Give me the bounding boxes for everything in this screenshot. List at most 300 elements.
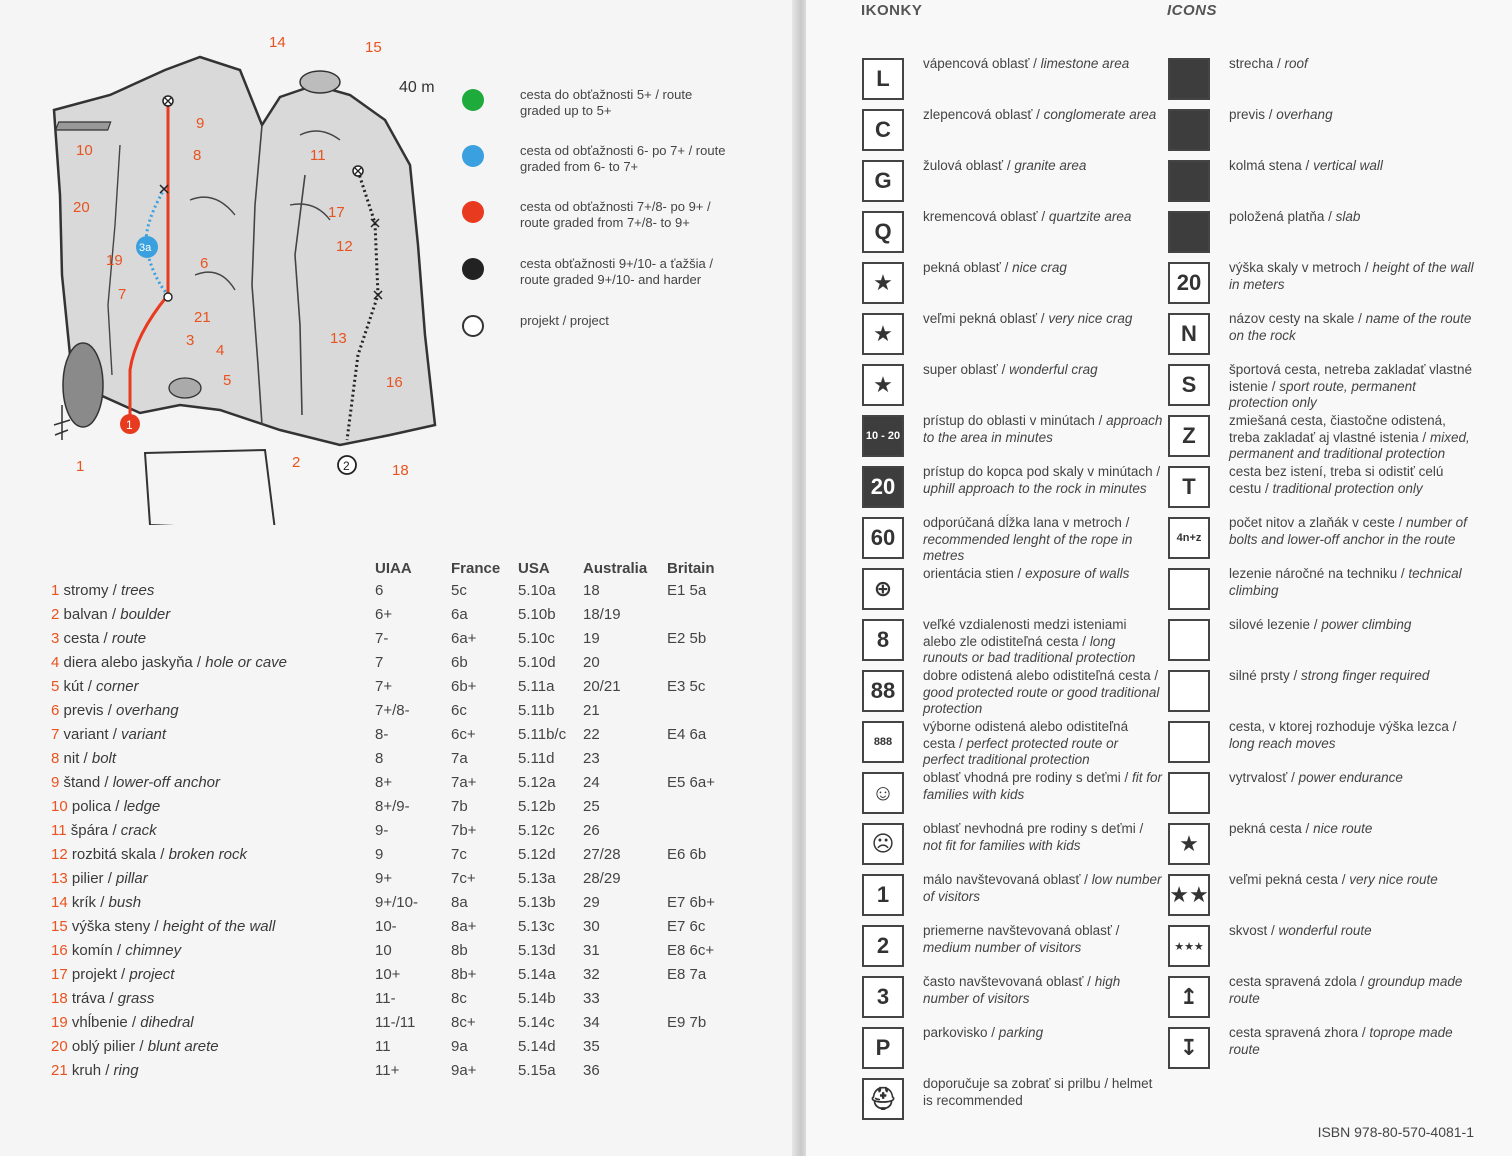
icon-description (923, 158, 1163, 175)
grade-france: 8a (451, 894, 468, 911)
grade-uiaa: 7 (375, 654, 384, 671)
key-term-en: project (129, 966, 175, 983)
description-en: power endurance (1298, 770, 1403, 785)
walking-person-icon (862, 415, 904, 457)
grade-australia: 31 (583, 942, 600, 959)
table-row (0, 678, 800, 702)
grade-usa: 5.13b (518, 894, 556, 911)
key-number: 10 (51, 798, 68, 815)
legend-item-blue (462, 143, 735, 175)
grade-france: 6c (451, 702, 467, 719)
groundup-icon (1168, 976, 1210, 1018)
grade-uiaa: 10- (375, 918, 397, 935)
description-en: overhang (1276, 107, 1333, 122)
table-row (0, 630, 800, 654)
icon-glyph: N (1181, 321, 1197, 346)
key-term: rozbitá skala / (71, 846, 165, 863)
description-en: mixed, permanent and traditional protection (1229, 429, 1470, 461)
key-term-en: chimney (125, 942, 182, 959)
description-sk: výborne odistená alebo odistiteľná cesta / (923, 719, 1129, 751)
icon-description (923, 617, 1163, 667)
legend-text: cesta od obťažnosti 7+/8- po 9+ / route graded from 7+/8- to 9+ (520, 199, 711, 230)
topo-label-18: 18 (392, 462, 409, 479)
icons-header-sk: IKONKY (861, 2, 923, 19)
grade-uiaa: 9 (375, 846, 384, 863)
mountain-height-icon (1168, 262, 1210, 304)
table-row (0, 726, 800, 750)
key-number: 6 (51, 702, 60, 719)
key-number: 14 (51, 894, 68, 911)
key-term: variant / (63, 726, 117, 743)
description-sk: cesta, v ktorej rozhoduje výška lezca / (1229, 719, 1457, 734)
col-france: France (451, 560, 501, 577)
key-term: krík / (71, 894, 105, 911)
key-number: 21 (51, 1062, 68, 1079)
description-en: not fit for families with kids (923, 837, 1081, 853)
key-term-en: boulder (120, 606, 171, 623)
key-number: 8 (51, 750, 60, 767)
icon-description (1229, 464, 1474, 497)
ledge-shape (56, 122, 111, 130)
description-sk: cesta spravená zhora / (1229, 1025, 1366, 1040)
description-sk: vytrvalosť / (1229, 770, 1295, 785)
description-sk: priemerne navštevovaná oblasť / (923, 923, 1120, 938)
description-sk: výška skaly v metroch / (1229, 260, 1369, 275)
icon-glyph: P (875, 1035, 891, 1060)
grade-usa: 5.14d (518, 1038, 556, 1055)
icon-glyph: ☺ (871, 780, 895, 805)
grade-france: 7b (451, 798, 468, 815)
description-en: power climbing (1321, 617, 1412, 632)
topo-label-16: 16 (386, 374, 403, 391)
description-en: quartzite area (1048, 209, 1132, 224)
grade-uiaa: 8+ (375, 774, 393, 791)
table-row (0, 942, 800, 966)
star-3-icon (862, 364, 904, 406)
description-en: technical climbing (1229, 566, 1462, 598)
description-en: recommended lenght of the rope in metres (923, 531, 1133, 563)
icon-glyph: ⛑ (869, 1086, 897, 1111)
grade-australia: 32 (583, 966, 600, 983)
happy-face-icon (862, 772, 904, 814)
legend-item-green (462, 87, 735, 119)
table-row (0, 750, 800, 774)
description-en: good protected route or good traditional protection (923, 684, 1160, 716)
description-en: high number of visitors (923, 974, 1121, 1006)
icon-description (1229, 362, 1474, 412)
table-row (0, 870, 800, 894)
key-entry (51, 606, 170, 623)
grade-usa: 5.13c (518, 918, 555, 935)
description-sk: parkovisko / (923, 1025, 996, 1040)
description-sk: zlepencová oblasť / (923, 107, 1040, 122)
grade-australia: 26 (583, 822, 600, 839)
grade-australia: 30 (583, 918, 600, 935)
grade-australia: 19 (583, 630, 600, 647)
grade-uiaa: 10+ (375, 966, 401, 983)
grade-france: 6c+ (451, 726, 476, 743)
key-term-en: route (111, 630, 147, 647)
description-sk: zmiešaná cesta, čiastočne odistená, treba zakladať aj vlastné istenia / (1229, 413, 1446, 445)
grade-usa: 5.12a (518, 774, 556, 791)
three-stars-icon (1168, 925, 1210, 967)
description-sk: športová cesta, netreba zakladať vlastné istenie / (1229, 362, 1472, 394)
description-en: low number of visitors (923, 872, 1162, 904)
key-term-en: dihedral (140, 1014, 194, 1031)
icon-description (1229, 923, 1474, 940)
icon-glyph: ★ (1179, 831, 1199, 856)
table-row (0, 702, 800, 726)
description-en: wonderful route (1278, 923, 1372, 938)
description-sk: previs / (1229, 107, 1273, 122)
icon-description (923, 821, 1163, 854)
icon-glyph: ↥ (1179, 984, 1199, 1009)
grade-australia: 34 (583, 1014, 600, 1031)
topo-label-6: 6 (200, 255, 209, 272)
grade-usa: 5.12b (518, 798, 556, 815)
grade-france: 8b+ (451, 966, 477, 983)
rope-icon (862, 517, 904, 559)
grade-france: 7b+ (451, 822, 477, 839)
topo-label-1: 1 (76, 458, 85, 475)
isbn: ISBN 978-80-570-4081-1 (1317, 1124, 1474, 1140)
topo-label-12: 12 (336, 238, 353, 255)
grade-australia: 27/28 (583, 846, 621, 863)
grade-usa: 5.11b (518, 702, 555, 719)
two-quickdraws-icon (862, 670, 904, 712)
key-number: 17 (51, 966, 68, 983)
key-entry (51, 774, 220, 791)
grade-france: 8b (451, 942, 468, 959)
key-term-en: ring (113, 1062, 139, 1079)
icon-glyph: 2 (876, 933, 890, 958)
description-sk: odporúčaná dĺžka lana v metroch / (923, 515, 1130, 530)
grade-france: 8a+ (451, 918, 477, 935)
icon-glyph: 20 (1176, 270, 1202, 295)
topo-label-20: 20 (73, 199, 90, 216)
key-term-en: corner (96, 678, 139, 695)
grade-uiaa: 10 (375, 942, 392, 959)
icon-description (923, 668, 1163, 718)
grade-uiaa: 11 (375, 1038, 391, 1055)
icon-description (923, 362, 1163, 379)
icon-description (923, 311, 1163, 328)
description-en: limestone area (1040, 56, 1130, 71)
icon-glyph: 10 - 20 (865, 430, 901, 442)
key-term: komín / (71, 942, 122, 959)
description-sk: kremencová oblasť / (923, 209, 1046, 224)
key-term: stromy / (63, 582, 117, 599)
icon-description (923, 1076, 1163, 1109)
description-sk: žulová oblasť / (923, 158, 1011, 173)
icon-glyph: L (876, 66, 890, 91)
bolt-count-icon (1168, 517, 1210, 559)
description-en: sport route, permanent protection only (1229, 378, 1416, 410)
finger-icon (1168, 670, 1210, 712)
key-term-en: trees (121, 582, 155, 599)
description-sk: super oblasť / (923, 362, 1006, 377)
topo-label-10: 10 (76, 142, 93, 159)
rock-face (54, 57, 435, 445)
col-australia: Australia (583, 560, 648, 577)
key-term-en: pillar (116, 870, 148, 887)
description-sk: lezenie náročné na techniku / (1229, 566, 1405, 581)
vertical-wall-icon (1168, 160, 1210, 202)
key-entry (51, 990, 154, 1007)
icon-description (1229, 56, 1474, 73)
route-1-label: 1 (126, 418, 133, 432)
grade-britain: E5 6a+ (667, 774, 715, 791)
table-row (0, 798, 800, 822)
legend-item-black (462, 256, 735, 288)
key-number: 18 (51, 990, 68, 1007)
icon-description (1229, 872, 1474, 889)
icon-description (1229, 311, 1474, 344)
icon-description (923, 107, 1163, 124)
grade-france: 6b+ (451, 678, 477, 695)
grade-britain: E7 6c (667, 918, 706, 935)
grade-australia: 18/19 (583, 606, 621, 623)
grade-france: 7a+ (451, 774, 477, 791)
icon-description (1229, 566, 1474, 599)
two-stars-icon (1168, 874, 1210, 916)
table-row (0, 918, 800, 942)
icon-glyph: Z (1182, 423, 1196, 448)
grade-britain: E6 6b (667, 846, 707, 863)
boulder-shape (145, 450, 275, 525)
icon-glyph: 60 (870, 525, 896, 550)
grade-usa: 5.13a (518, 870, 556, 887)
key-entry (51, 630, 146, 647)
grade-uiaa: 8+/9- (375, 798, 410, 815)
icon-description (923, 923, 1163, 956)
topo-label-15: 15 (365, 39, 382, 56)
icon-glyph: ☹ (871, 831, 895, 856)
table-row (0, 1062, 800, 1086)
key-number: 3 (51, 630, 60, 647)
icon-description (923, 974, 1163, 1007)
col-britain: Britain (667, 560, 715, 577)
key-entry (51, 1038, 219, 1055)
green-dot-icon (462, 89, 484, 111)
col-usa: USA (518, 560, 550, 577)
description-en: slab (1335, 209, 1361, 224)
blue-dot-icon (462, 145, 484, 167)
key-term: balvan / (63, 606, 117, 623)
key-term: kruh / (71, 1062, 110, 1079)
key-term: cesta / (63, 630, 108, 647)
overhang-icon (1168, 109, 1210, 151)
grade-australia: 20/21 (583, 678, 621, 695)
star-1-icon (862, 262, 904, 304)
icon-description (1229, 107, 1474, 124)
parking-icon (862, 1027, 904, 1069)
key-entry (51, 582, 154, 599)
topo-label-8: 8 (193, 147, 202, 164)
description-en: approach to the area in minutes (923, 413, 1163, 445)
icon-glyph: 20 (870, 474, 896, 499)
key-term-en: grass (117, 990, 155, 1007)
description-sk: prístup do oblasti v minútach / (923, 413, 1103, 428)
description-en: long runouts or bad traditional protection (923, 633, 1136, 665)
grade-uiaa: 11+ (375, 1062, 400, 1079)
table-row (0, 1038, 800, 1062)
grade-usa: 5.10a (518, 582, 556, 599)
description-sk: názov cesty na skale / (1229, 311, 1362, 326)
heart-icon (1168, 772, 1210, 814)
key-entry (51, 918, 275, 935)
grade-australia: 29 (583, 894, 600, 911)
key-term: nit / (63, 750, 88, 767)
grade-britain: E1 5a (667, 582, 707, 599)
table-row (0, 774, 800, 798)
description-sk: oblasť vhodná pre rodiny s deťmi / (923, 770, 1129, 785)
letter-c-icon (862, 109, 904, 151)
icon-description (923, 1025, 1163, 1042)
description-en: exposure of walls (1025, 566, 1130, 581)
one-star-icon (1168, 823, 1210, 865)
three-quickdraws-icon (862, 721, 904, 763)
icon-description (1229, 974, 1474, 1007)
key-entry (51, 1014, 194, 1031)
grade-britain: E9 7b (667, 1014, 707, 1031)
key-term: polica / (71, 798, 120, 815)
key-entry (51, 678, 139, 695)
icon-glyph: 3 (876, 984, 890, 1009)
description-sk: pekná cesta / (1229, 821, 1310, 836)
key-number: 13 (51, 870, 68, 887)
legend-text: cesta obťažnosti 9+/10- a ťažšia / route graded 9+/10- and harder (520, 256, 713, 287)
topo-label-13: 13 (330, 330, 347, 347)
key-entry (51, 654, 287, 671)
icon-description (923, 209, 1163, 226)
key-entry (51, 822, 157, 839)
description-en: very nice crag (1048, 311, 1133, 326)
icon-description (1229, 515, 1474, 548)
toprope-icon (1168, 1027, 1210, 1069)
black-dot-icon (462, 258, 484, 280)
key-term: pilier / (71, 870, 112, 887)
grade-britain: E2 5b (667, 630, 707, 647)
key-entry (51, 702, 179, 719)
icon-description (1229, 821, 1474, 838)
key-term-en: blunt arete (147, 1038, 219, 1055)
topo-label-9: 9 (196, 115, 205, 132)
grade-australia: 35 (583, 1038, 600, 1055)
key-entry (51, 726, 166, 743)
grade-usa: 5.15a (518, 1062, 556, 1079)
key-entry (51, 942, 181, 959)
grade-france: 5c (451, 582, 467, 599)
uphill-hiker-icon (862, 466, 904, 508)
topo-label-4: 4 (216, 342, 225, 359)
key-term-en: variant (121, 726, 167, 743)
grade-usa: 5.14c (518, 1014, 555, 1031)
description-sk: veľmi pekná oblasť / (923, 311, 1045, 326)
col-uiaa: UIAA (375, 560, 412, 577)
key-term-en: overhang (116, 702, 179, 719)
grade-uiaa: 11-/11 (375, 1014, 416, 1031)
icons-header-en: ICONS (1167, 2, 1218, 19)
grade-britain: E8 7a (667, 966, 707, 983)
grade-france: 7c+ (451, 870, 476, 887)
hole-shape (169, 378, 201, 398)
grade-uiaa: 8- (375, 726, 389, 743)
description-sk: často navštevovaná oblasť / (923, 974, 1091, 989)
legend-item-project (462, 313, 735, 337)
icon-glyph: S (1181, 372, 1197, 397)
letter-l-icon (862, 58, 904, 100)
helmet-icon (862, 1078, 904, 1120)
sad-face-icon (862, 823, 904, 865)
description-sk: položená platňa / (1229, 209, 1332, 224)
icon-description (923, 872, 1163, 905)
description-sk: veľké vzdialenosti medzi isteniami alebo zle odistiteľná cesta / (923, 617, 1127, 649)
topo-diagram (40, 25, 440, 525)
compass-icon (862, 568, 904, 610)
bush-shape (300, 71, 340, 93)
grade-usa: 5.10c (518, 630, 555, 647)
ring-icon (164, 293, 172, 301)
grade-usa: 5.10b (518, 606, 556, 623)
description-sk: silové lezenie / (1229, 617, 1318, 632)
key-number: 7 (51, 726, 60, 743)
key-entry (51, 966, 174, 983)
wall-height-label: 40 m (399, 79, 435, 96)
letter-t-icon (1168, 466, 1210, 508)
icon-glyph: ⊕ (873, 576, 893, 601)
key-number: 2 (51, 606, 60, 623)
legend-text: cesta od obťažnosti 6- po 7+ / route graded from 6- to 7+ (520, 143, 726, 174)
key-term-en: hole or cave (205, 654, 287, 671)
table-row (0, 1014, 800, 1038)
grade-britain: E4 6a (667, 726, 707, 743)
description-en: name of the route on the rock (1229, 311, 1472, 343)
icon-glyph: 4n+z (1176, 532, 1202, 544)
key-term: oblý pilier / (71, 1038, 144, 1055)
description-sk: cesta bez istení, treba si odistiť celú cestu / (1229, 464, 1444, 496)
icon-description (923, 464, 1163, 497)
icon-description (923, 770, 1163, 803)
grade-france: 7a (451, 750, 468, 767)
key-term: výška steny / (71, 918, 159, 935)
topo-label-7: 7 (118, 286, 127, 303)
grade-australia: 25 (583, 798, 600, 815)
description-sk: prístup do kopca pod skaly v minútach / (923, 464, 1161, 479)
description-sk: cesta spravená zdola / (1229, 974, 1365, 989)
topo-label-17: 17 (328, 204, 345, 221)
grade-usa: 5.11d (518, 750, 555, 767)
description-sk: dobre odistená alebo odistiteľná cesta / (923, 668, 1159, 683)
letter-s-icon (1168, 364, 1210, 406)
key-entry (51, 846, 247, 863)
description-sk: vápencová oblasť / (923, 56, 1037, 71)
table-row (0, 990, 800, 1014)
icon-description (1229, 1025, 1474, 1058)
table-row (0, 846, 800, 870)
key-term-en: height of the wall (162, 918, 276, 935)
description-sk: silné prsty / (1229, 668, 1298, 683)
grade-france: 6a (451, 606, 468, 623)
grade-usa: 5.14a (518, 966, 556, 983)
key-term-en: ledge (123, 798, 161, 815)
right-page (806, 0, 1512, 1156)
description-en: conglomerate area (1043, 107, 1157, 122)
route-3a-label: 3a (139, 242, 152, 254)
key-term: projekt / (71, 966, 126, 983)
description-en: very nice route (1349, 872, 1438, 887)
red-dot-icon (462, 201, 484, 223)
